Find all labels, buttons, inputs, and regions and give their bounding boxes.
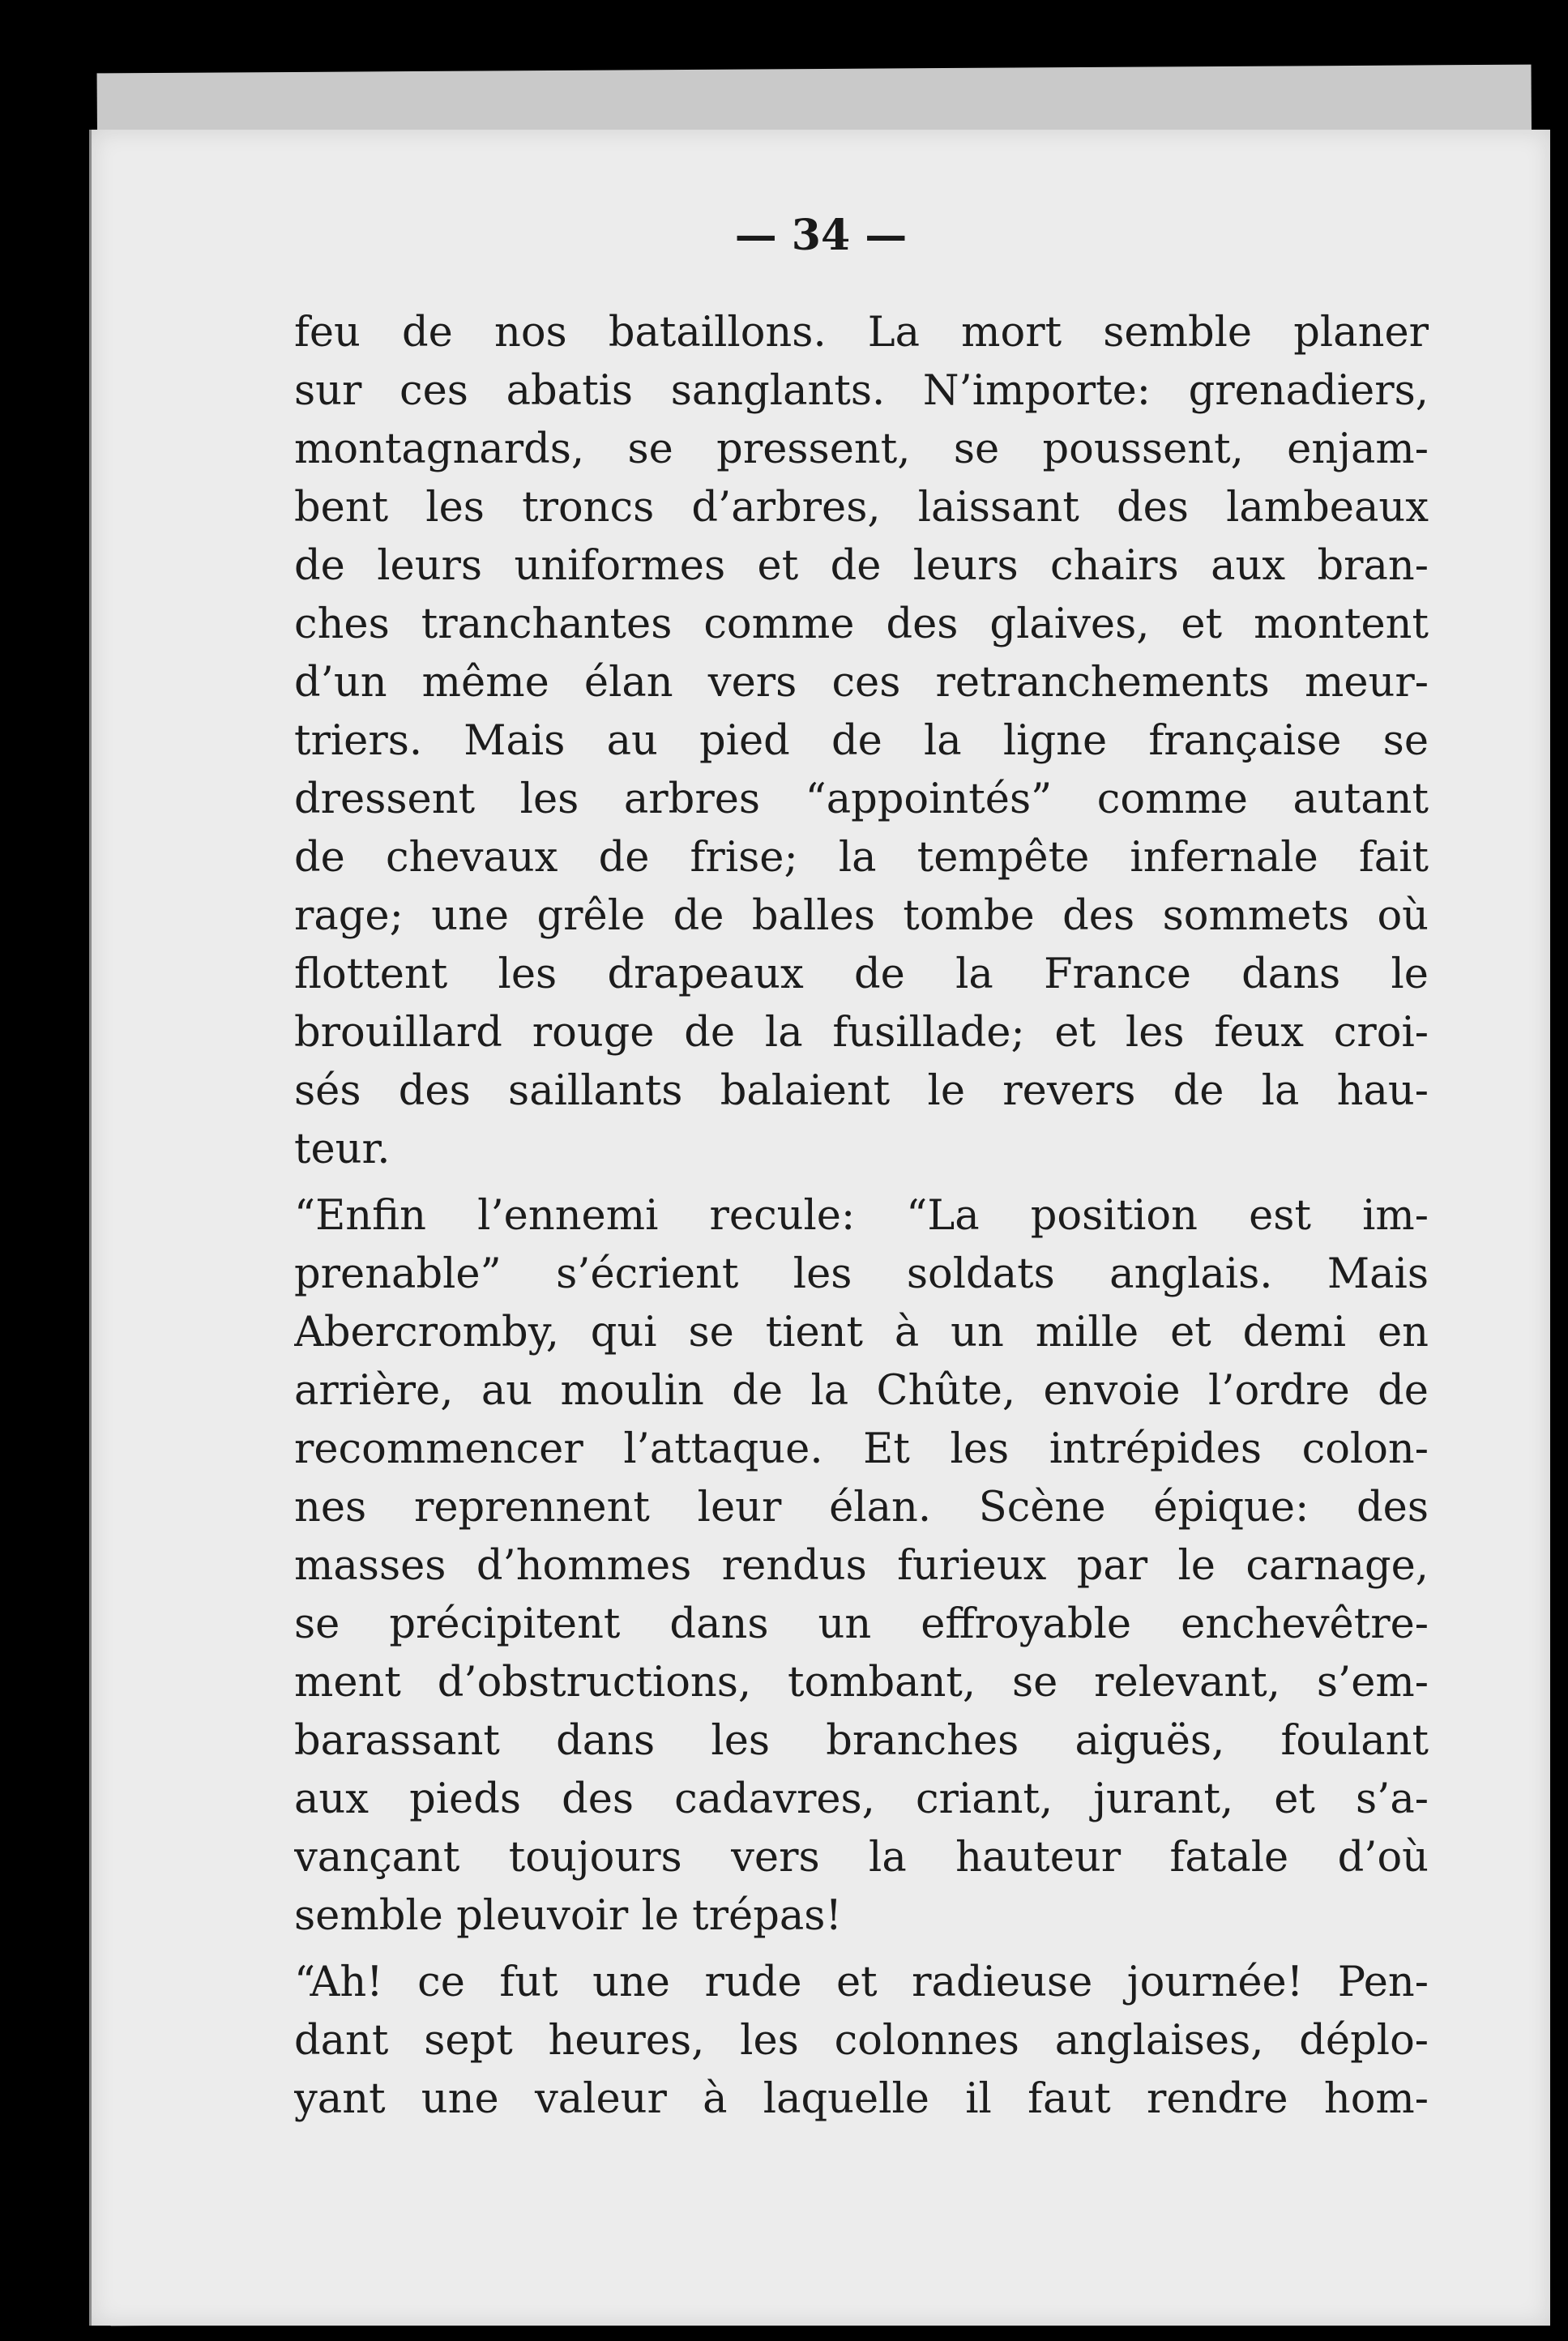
text-line: triers. Mais au pied de la ligne française se — [294, 717, 1429, 765]
text-line: Abercromby, qui se tient à un mille et demi en — [294, 1309, 1429, 1356]
text-line: teur. — [294, 1126, 391, 1173]
text-line: aux pieds des cadavres, criant, jurant, et s’a- — [294, 1775, 1429, 1823]
text-line: sur ces abatis sanglants. N’importe: grenadiers, — [294, 367, 1429, 415]
page-number: — 34 — — [734, 211, 908, 260]
text-line: sés des saillants balaient le revers de la hau- — [294, 1067, 1429, 1115]
text-line: “Enfin l’ennemi recule: “La position est im- — [294, 1192, 1429, 1240]
text-line: rage; une grêle de balles tombe des sommets où — [294, 892, 1429, 940]
text-line: semble pleuvoir le trépas! — [294, 1892, 842, 1940]
text-line: arrière, au moulin de la Chûte, envoie l’ordre de — [294, 1367, 1429, 1415]
text-line: se précipitent dans un effroyable enchevêtre- — [294, 1600, 1429, 1648]
text-line: de chevaux de frise; la tempête infernale fait — [294, 834, 1429, 882]
text-line: vançant toujours vers la hauteur fatale d’où — [294, 1834, 1429, 1882]
text-line: montagnards, se pressent, se poussent, enjam- — [294, 425, 1429, 473]
text-line: yant une valeur à laquelle il faut rendre hom- — [294, 2075, 1429, 2123]
text-line: de leurs uniformes et de leurs chairs aux bran- — [294, 542, 1429, 590]
body-text — [294, 304, 1429, 2129]
book-page — [89, 130, 1550, 2326]
text-line: recommencer l’attaque. Et les intrépides colon- — [294, 1425, 1429, 1473]
text-line: ment d’obstructions, tombant, se relevant, s’em- — [294, 1659, 1429, 1707]
text-line: dressent les arbres “appointés” comme autant — [294, 775, 1429, 823]
text-line: nes reprennent leur élan. Scène épique: des — [294, 1484, 1429, 1531]
text-line: feu de nos bataillons. La mort semble planer — [294, 309, 1429, 357]
text-line: prenable” s’écrient les soldats anglais. Mais — [294, 1250, 1429, 1298]
text-line: barassant dans les branches aiguës, foulant — [294, 1717, 1429, 1765]
text-line: d’un même élan vers ces retranchements meur- — [294, 659, 1429, 707]
text-line: “Ah! ce fut une rude et radieuse journée! Pen- — [294, 1959, 1429, 2006]
text-line: flottent les drapeaux de la France dans le — [294, 950, 1429, 998]
text-line: bent les troncs d’arbres, laissant des lambeaux — [294, 484, 1429, 532]
text-line: dant sept heures, les colonnes anglaises, déplo- — [294, 2017, 1429, 2065]
text-line: ches tranchantes comme des glaives, et montent — [294, 600, 1429, 648]
text-line: brouillard rouge de la fusillade; et les feux croi- — [294, 1009, 1429, 1057]
text-line: masses d’hommes rendus furieux par le carnage, — [294, 1542, 1429, 1590]
